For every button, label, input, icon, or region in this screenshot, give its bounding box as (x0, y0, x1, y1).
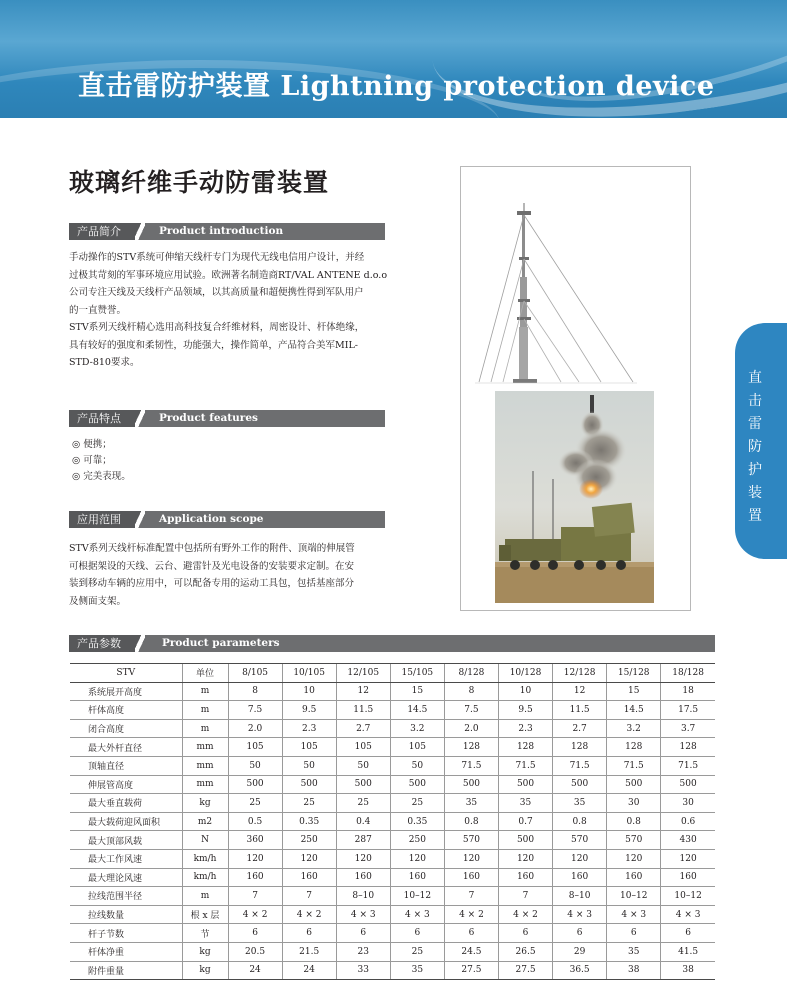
value-cell: 8–10 (336, 887, 390, 906)
side-tab-char: 置 (748, 508, 762, 524)
value-cell: 11.5 (553, 701, 607, 720)
value-cell: 6 (228, 924, 282, 943)
value-cell: 2.0 (228, 719, 282, 738)
value-cell: 27.5 (498, 961, 552, 980)
value-cell: 10–12 (390, 887, 444, 906)
value-cell: 24.5 (444, 942, 498, 961)
value-cell: 500 (498, 831, 552, 850)
value-cell: 120 (390, 849, 444, 868)
value-cell: 3.7 (661, 719, 715, 738)
value-cell: 38 (661, 961, 715, 980)
value-cell: 500 (282, 775, 336, 794)
unit-cell: m (182, 701, 228, 720)
value-cell: 15 (390, 682, 444, 701)
value-cell: 4 × 2 (282, 905, 336, 924)
table-row (70, 719, 715, 738)
table-header-cell: 15/128 (607, 664, 661, 683)
table-row (70, 756, 715, 775)
text-line: 公司专注天线及天线杆产品领域，以其高质量和超便携性得到军队用户 (69, 287, 364, 298)
value-cell: 500 (336, 775, 390, 794)
value-cell: 6 (444, 924, 498, 943)
value-cell: 15 (607, 682, 661, 701)
value-cell: 4 × 3 (553, 905, 607, 924)
section-slash-decoration (135, 635, 145, 652)
text-line: STD-810要求。 (69, 357, 140, 368)
value-cell: 0.35 (282, 812, 336, 831)
value-cell: 120 (498, 849, 552, 868)
table-header-cell: 单位 (182, 664, 228, 683)
value-cell: 6 (553, 924, 607, 943)
feature-item: ◎ 便携； (72, 439, 112, 450)
section-bar-scope (69, 511, 385, 528)
feature-item: ◎ 可靠； (72, 455, 112, 466)
row-label-cell: 拉线数量 (70, 905, 182, 924)
table-row (70, 961, 715, 980)
value-cell: 6 (336, 924, 390, 943)
value-cell: 6 (498, 924, 552, 943)
value-cell: 7 (282, 887, 336, 906)
unit-cell: m (182, 887, 228, 906)
section-label-cn: 产品参数 (69, 635, 135, 652)
value-cell: 71.5 (498, 756, 552, 775)
value-cell: 24 (228, 961, 282, 980)
value-cell: 30 (607, 794, 661, 813)
table-header-cell: 12/105 (336, 664, 390, 683)
value-cell: 570 (607, 831, 661, 850)
unit-cell: km/h (182, 849, 228, 868)
value-cell: 71.5 (661, 756, 715, 775)
value-cell: 35 (390, 961, 444, 980)
value-cell: 3.2 (607, 719, 661, 738)
unit-cell: m2 (182, 812, 228, 831)
value-cell: 8 (444, 682, 498, 701)
value-cell: 500 (498, 775, 552, 794)
table-row (70, 682, 715, 701)
value-cell: 128 (607, 738, 661, 757)
value-cell: 6 (390, 924, 444, 943)
table-row (70, 924, 715, 943)
value-cell: 25 (282, 794, 336, 813)
value-cell: 160 (444, 868, 498, 887)
table-row (70, 887, 715, 906)
value-cell: 35 (607, 942, 661, 961)
table-row (70, 868, 715, 887)
row-label-cell: 最大垂直载荷 (70, 794, 182, 813)
value-cell: 0.35 (390, 812, 444, 831)
row-label-cell: 附件重量 (70, 961, 182, 980)
value-cell: 25 (228, 794, 282, 813)
table-header-row (70, 664, 715, 683)
value-cell: 7.5 (228, 701, 282, 720)
value-cell: 8 (228, 682, 282, 701)
value-cell: 570 (444, 831, 498, 850)
value-cell: 4 × 3 (336, 905, 390, 924)
value-cell: 24 (282, 961, 336, 980)
value-cell: 570 (553, 831, 607, 850)
value-cell: 25 (390, 794, 444, 813)
value-cell: 105 (390, 738, 444, 757)
value-cell: 0.4 (336, 812, 390, 831)
table-header-cell: 12/128 (553, 664, 607, 683)
value-cell: 0.8 (553, 812, 607, 831)
value-cell: 4 × 2 (444, 905, 498, 924)
value-cell: 2.3 (498, 719, 552, 738)
value-cell: 7 (444, 887, 498, 906)
value-cell: 7.5 (444, 701, 498, 720)
row-label-cell: 最大理论风速 (70, 868, 182, 887)
unit-cell: km/h (182, 868, 228, 887)
value-cell: 4 × 2 (228, 905, 282, 924)
row-label-cell: 闭合高度 (70, 719, 182, 738)
scope-paragraph (69, 540, 391, 610)
value-cell: 8–10 (553, 887, 607, 906)
unit-cell: 根 x 层 (182, 905, 228, 924)
side-section-tab (735, 323, 787, 559)
value-cell: 3.2 (390, 719, 444, 738)
value-cell: 2.0 (444, 719, 498, 738)
value-cell: 25 (336, 794, 390, 813)
value-cell: 2.7 (336, 719, 390, 738)
unit-cell: 节 (182, 924, 228, 943)
side-tab-char: 直 (748, 370, 762, 386)
value-cell: 4 × 2 (498, 905, 552, 924)
section-bar-features (69, 410, 385, 427)
table-row (70, 849, 715, 868)
value-cell: 27.5 (444, 961, 498, 980)
value-cell: 105 (228, 738, 282, 757)
intro-paragraph (69, 249, 391, 372)
header-banner (0, 0, 787, 118)
text-line: STV系列天线杆标准配置中包括所有野外工作的附件、顶端的伸展管 (69, 543, 355, 554)
value-cell: 10 (498, 682, 552, 701)
row-label-cell: 最大工作风速 (70, 849, 182, 868)
value-cell: 23 (336, 942, 390, 961)
table-row (70, 701, 715, 720)
value-cell: 10 (282, 682, 336, 701)
value-cell: 160 (498, 868, 552, 887)
value-cell: 10–12 (607, 887, 661, 906)
value-cell: 0.8 (444, 812, 498, 831)
value-cell: 6 (282, 924, 336, 943)
unit-cell: mm (182, 738, 228, 757)
text-line: STV系列天线杆精心选用高科技复合纤维材料，周密设计、杆体绝缘， (69, 322, 365, 333)
row-label-cell: 最大外杆直径 (70, 738, 182, 757)
value-cell: 120 (553, 849, 607, 868)
value-cell: 105 (282, 738, 336, 757)
value-cell: 160 (228, 868, 282, 887)
unit-cell: kg (182, 794, 228, 813)
value-cell: 7 (498, 887, 552, 906)
table-header-cell: 15/105 (390, 664, 444, 683)
value-cell: 71.5 (607, 756, 661, 775)
value-cell: 12 (336, 682, 390, 701)
value-cell: 500 (661, 775, 715, 794)
text-line: 手动操作的STV系统可伸缩天线杆专门为现代无线电信用户设计，并经 (69, 252, 365, 263)
value-cell: 30 (661, 794, 715, 813)
unit-cell: N (182, 831, 228, 850)
table-header-cell: 8/105 (228, 664, 282, 683)
value-cell: 120 (282, 849, 336, 868)
value-cell: 360 (228, 831, 282, 850)
value-cell: 10–12 (661, 887, 715, 906)
value-cell: 2.7 (553, 719, 607, 738)
value-cell: 50 (228, 756, 282, 775)
value-cell: 128 (553, 738, 607, 757)
mast-illustration (461, 167, 690, 610)
value-cell: 160 (661, 868, 715, 887)
value-cell: 160 (607, 868, 661, 887)
value-cell: 9.5 (282, 701, 336, 720)
value-cell: 105 (336, 738, 390, 757)
value-cell: 35 (553, 794, 607, 813)
value-cell: 6 (607, 924, 661, 943)
value-cell: 21.5 (282, 942, 336, 961)
section-label-cn: 产品简介 (69, 223, 135, 240)
row-label-cell: 杆子节数 (70, 924, 182, 943)
section-slash-decoration (135, 223, 145, 240)
table-row (70, 794, 715, 813)
table-row (70, 775, 715, 794)
value-cell: 14.5 (607, 701, 661, 720)
row-label-cell: 伸展管高度 (70, 775, 182, 794)
unit-cell: mm (182, 775, 228, 794)
value-cell: 4 × 3 (390, 905, 444, 924)
table-header-cell: 18/128 (661, 664, 715, 683)
row-label-cell: 系统展开高度 (70, 682, 182, 701)
value-cell: 41.5 (661, 942, 715, 961)
value-cell: 29 (553, 942, 607, 961)
value-cell: 0.5 (228, 812, 282, 831)
product-title: 玻璃纤维手动防雷装置 (69, 168, 330, 197)
value-cell: 500 (390, 775, 444, 794)
value-cell: 26.5 (498, 942, 552, 961)
text-line: 过极其苛刻的军事环境应用试验。欧洲著名制造商RT/VAL ANTENE d.o.o (69, 269, 388, 281)
value-cell: 38 (607, 961, 661, 980)
table-row (70, 738, 715, 757)
value-cell: 7 (228, 887, 282, 906)
side-tab-char: 雷 (748, 416, 762, 432)
row-label-cell: 拉线范围半径 (70, 887, 182, 906)
value-cell: 0.8 (607, 812, 661, 831)
value-cell: 4 × 3 (607, 905, 661, 924)
text-line: 可根据架设的天线、云台、避雷针及光电设备的安装要求定制。在安 (69, 560, 355, 572)
value-cell: 160 (390, 868, 444, 887)
value-cell: 20.5 (228, 942, 282, 961)
text-line: 及侧面支架。 (69, 595, 127, 607)
row-label-cell: 杆体净重 (70, 942, 182, 961)
table-header-cell: 10/105 (282, 664, 336, 683)
value-cell: 35 (444, 794, 498, 813)
section-slash-decoration (135, 410, 145, 427)
value-cell: 430 (661, 831, 715, 850)
product-image-frame (460, 166, 691, 611)
section-label-en: Product parameters (162, 637, 280, 649)
section-slash-decoration (135, 511, 145, 528)
value-cell: 287 (336, 831, 390, 850)
value-cell: 500 (228, 775, 282, 794)
value-cell: 120 (661, 849, 715, 868)
row-label-cell: 顶轴直径 (70, 756, 182, 775)
text-line: 装到移动车辆的应用中，可以配备专用的运动工具包，包括基座部分 (69, 578, 355, 589)
table-row (70, 942, 715, 961)
value-cell: 36.5 (553, 961, 607, 980)
features-list (72, 437, 131, 485)
value-cell: 17.5 (661, 701, 715, 720)
value-cell: 50 (336, 756, 390, 775)
value-cell: 33 (336, 961, 390, 980)
table-header-cell: 8/128 (444, 664, 498, 683)
side-tab-char: 防 (748, 439, 762, 455)
section-label-cn: 产品特点 (69, 410, 135, 427)
section-label-en: Product features (159, 412, 258, 424)
value-cell: 18 (661, 682, 715, 701)
parameters-table (70, 663, 715, 980)
value-cell: 0.7 (498, 812, 552, 831)
value-cell: 9.5 (498, 701, 552, 720)
value-cell: 128 (444, 738, 498, 757)
value-cell: 14.5 (390, 701, 444, 720)
unit-cell: kg (182, 961, 228, 980)
section-label-cn: 应用范围 (69, 511, 135, 528)
text-line: 具有较好的强度和柔韧性，功能强大，操作简单，产品符合美军MIL- (69, 339, 358, 351)
unit-cell: m (182, 719, 228, 738)
value-cell: 120 (607, 849, 661, 868)
table-row (70, 905, 715, 924)
value-cell: 250 (390, 831, 444, 850)
side-tab-label (743, 367, 767, 528)
value-cell: 160 (553, 868, 607, 887)
unit-cell: mm (182, 756, 228, 775)
section-bar-intro (69, 223, 385, 240)
value-cell: 500 (444, 775, 498, 794)
value-cell: 50 (282, 756, 336, 775)
value-cell: 500 (607, 775, 661, 794)
section-label-en: Product introduction (159, 225, 284, 237)
value-cell: 12 (553, 682, 607, 701)
page-header-title: 直击雷防护装置 Lightning protection device (78, 71, 715, 102)
missile-launch-photo (495, 391, 654, 603)
table-header-cell: STV (70, 664, 182, 683)
value-cell: 50 (390, 756, 444, 775)
value-cell: 500 (553, 775, 607, 794)
unit-cell: m (182, 682, 228, 701)
value-cell: 4 × 3 (661, 905, 715, 924)
side-tab-char: 装 (748, 485, 762, 501)
side-tab-char: 击 (748, 393, 762, 409)
table-header-cell: 10/128 (498, 664, 552, 683)
side-tab-char: 护 (748, 462, 762, 478)
value-cell: 120 (444, 849, 498, 868)
row-label-cell: 最大顶部风载 (70, 831, 182, 850)
section-bar-params (69, 635, 715, 652)
row-label-cell: 杆体高度 (70, 701, 182, 720)
value-cell: 128 (498, 738, 552, 757)
value-cell: 0.6 (661, 812, 715, 831)
value-cell: 6 (661, 924, 715, 943)
value-cell: 250 (282, 831, 336, 850)
value-cell: 160 (336, 868, 390, 887)
value-cell: 71.5 (553, 756, 607, 775)
value-cell: 35 (498, 794, 552, 813)
value-cell: 120 (228, 849, 282, 868)
table-row (70, 812, 715, 831)
value-cell: 11.5 (336, 701, 390, 720)
feature-item: ◎ 完美表现。 (72, 471, 131, 482)
value-cell: 120 (336, 849, 390, 868)
value-cell: 25 (390, 942, 444, 961)
value-cell: 2.3 (282, 719, 336, 738)
value-cell: 160 (282, 868, 336, 887)
table-row (70, 831, 715, 850)
section-label-en: Application scope (159, 513, 264, 525)
unit-cell: kg (182, 942, 228, 961)
row-label-cell: 最大载荷迎风面积 (70, 812, 182, 831)
text-line: 的一直赞誉。 (69, 304, 127, 316)
value-cell: 71.5 (444, 756, 498, 775)
value-cell: 128 (661, 738, 715, 757)
